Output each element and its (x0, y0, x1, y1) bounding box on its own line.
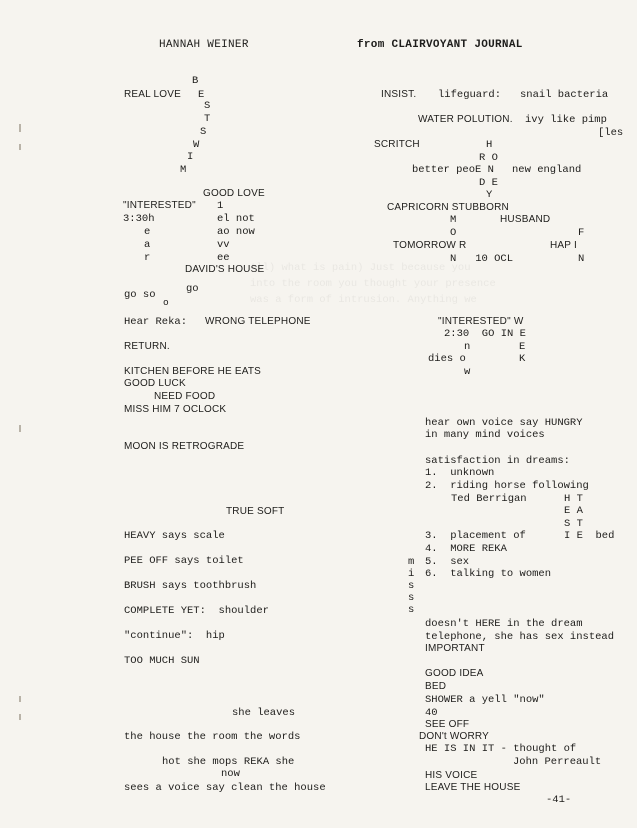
water-pollution: WATER POLUTION. (418, 114, 513, 125)
complete-line: COMPLETE YET: shoulder (124, 605, 269, 617)
fan-letter: F (578, 227, 585, 239)
need-food: NEED FOOD (154, 391, 216, 402)
margin-mark (19, 144, 21, 150)
capricorn: CAPRICORN STUBBORN (387, 202, 509, 213)
ear-letter: a (144, 239, 151, 251)
honesty-letters: R O (479, 152, 498, 164)
col-text: ee (217, 252, 230, 264)
satisfaction: satisfaction in dreams: (425, 455, 570, 467)
good-idea: GOOD IDEA (425, 668, 484, 679)
go-go: go (186, 283, 199, 295)
miss-letter: s (408, 592, 415, 604)
honesty-letter: Y (486, 189, 493, 201)
col-text: vv (217, 239, 230, 251)
go-so: go so (124, 289, 156, 301)
in-many-voices: in many mind voices (425, 429, 545, 441)
go-so-sub: o (163, 297, 169, 308)
morrow-letter: M (450, 214, 457, 226)
wrong-telephone: WRONG TELEPHONE (205, 316, 311, 327)
bestswim-letter: W (193, 139, 200, 151)
journal-page: All) what is pain) Just because you into the room you thought your presence was a form of intrusion. Anything we HANNAH WEINER from CLAIRVOYANT JOURNAL B REAL LOVE E S T S W I M GOOD LOVE "INTERESTED" 1 3:30h el not e ao now a vv r ee DAVID'S HOUSE go so o go Hear Reka: WRONG TELEPHONE RETURN. KITCHEN BEFORE HE EATS GOOD LUCK NEED FOOD MISS HIM 7 OCLOCK MOON IS RETROGRADE TRUE SOFT HEAVY says scale PEE OFF says toilet BRUSH says toothbrush COMPLETE YET: shoulder "continue": hip TOO MUCH SUN she leaves the house the room the words hot she mops REKA she now sees a voice say clean the house INSIST. lifeguard: snail bacteria WATER POLUTION. ivy like pimp [les SCRITCH H R O better peoE N new england D E Y CAPRICORN STUBBORN M HUSBAND O F TOMORROW R HAP I N 10 OCL N "INTERESTED" W 2:30 GO IN E n E dies o K w hear own voice say HUNGRY in many mind voices satisfaction in dreams: 1. unknown 2. riding horse following Ted Berrigan H T E A S T 3. placement of I E bed 4. MORE REKA 5. sex 6. talking to women m i s s s doesn't HERE in the dream telephone, she has sex instead IMPORTANT GOOD IDEA BED SHOWER a yell "now" 40 SEE OFF DON't WORRY HE IS IN IT - thought of John Perreault HIS VOICE LEAVE THE HOUSE -41- (0, 0, 637, 828)
bestswim-letter: I (187, 151, 194, 163)
doesnt-line: doesn't HERE in the dream (425, 618, 583, 630)
ear-letter: e (144, 226, 151, 238)
she-leaves: she leaves (232, 707, 296, 719)
kitchen: KITCHEN BEFORE HE EATS (124, 366, 262, 377)
journal-title: from CLAIRVOYANT JOURNAL (357, 39, 523, 51)
ie-bed: I E bed (564, 530, 615, 542)
insist: INSIST. (381, 89, 417, 100)
bestswim-letter: T (204, 113, 211, 125)
john-perreault: John Perreault (513, 756, 602, 768)
bestswim-letter: B (192, 75, 199, 87)
lifeguard: lifeguard: (438, 89, 502, 101)
time-left: 3:30h (123, 213, 155, 225)
bestswim-letter: S (204, 100, 211, 112)
heat-letters: H T (564, 493, 583, 505)
shower-line: SHOWER a yell "now" (425, 694, 545, 706)
snail-bacteria: snail bacteria (520, 89, 609, 101)
col-text: 1 (217, 200, 224, 212)
margin-mark (19, 696, 21, 702)
better-people: better peoE N (412, 164, 494, 176)
ivy-line: ivy like pimp (525, 114, 607, 126)
list-item: 2. riding horse following (425, 480, 589, 492)
list-item: 4. MORE REKA (425, 543, 507, 555)
week-letter: w (464, 366, 471, 378)
miss-letter: m (408, 556, 415, 568)
hot-she-line: hot she mops REKA she (162, 756, 295, 768)
davids-house: DAVID'S HOUSE (185, 264, 265, 275)
pee-line: PEE OFF says toilet (124, 555, 244, 567)
dies-line: dies o (428, 353, 466, 365)
now-line: now (221, 768, 240, 780)
he-is-in-line: HE IS IN IT - thought of (425, 743, 577, 755)
brush-line: BRUSH says toothbrush (124, 580, 257, 592)
morrow-letter: O (450, 227, 457, 239)
important: IMPORTANT (425, 643, 485, 654)
real-love: REAL LOVE (124, 89, 182, 100)
scritch: SCRITCH (374, 139, 420, 150)
list-item: 1. unknown (425, 467, 495, 479)
forty: 40 (425, 707, 438, 719)
heavy-line: HEAVY says scale (124, 530, 225, 542)
bestswim-letter: S (200, 126, 207, 138)
return: RETURN. (124, 341, 170, 352)
hear-own-voice: hear own voice say HUNGRY (425, 417, 583, 429)
miss-letter: s (408, 580, 415, 592)
dont-worry: DON't WORRY (419, 731, 490, 742)
honesty-letter: H (486, 139, 493, 151)
sees-line: sees a voice say clean the house (124, 782, 326, 794)
n-ten-ocl: N 10 OCL (450, 253, 514, 265)
husband: HUSBAND (500, 214, 551, 225)
his-voice: HIS VOICE (425, 770, 478, 781)
list-item: 3. placement of (425, 530, 526, 542)
col-text: el not (217, 213, 255, 225)
margin-mark (19, 425, 21, 432)
miss-letter: s (408, 604, 415, 616)
telephone-line: telephone, she has sex instead (425, 631, 615, 643)
too-much-sun: TOO MUCH SUN (124, 655, 200, 667)
margin-mark (19, 124, 21, 132)
ear-letter: r (144, 252, 151, 264)
author-name: HANNAH WEINER (159, 39, 249, 51)
new-england: new england (512, 164, 582, 176)
happy: HAP I (550, 240, 577, 251)
col-text: ao now (217, 226, 255, 238)
ted-berrigan: Ted Berrigan (451, 493, 527, 505)
list-item: 5. sex (425, 556, 470, 568)
bestswim-letter: E (198, 89, 205, 101)
good-luck: GOOD LUCK (124, 378, 186, 389)
heat-letters: S T (564, 518, 583, 530)
bed: BED (425, 681, 447, 692)
margin-mark (19, 714, 21, 720)
leave-house: LEAVE THE HOUSE (425, 782, 521, 793)
miss-letter: i (408, 568, 415, 580)
week-letter: n (464, 341, 471, 353)
hear-reka: Hear Reka: (124, 316, 188, 328)
interested-right: "INTERESTED" W (438, 316, 524, 327)
the-house-line: the house the room the words (124, 731, 301, 743)
continue-line: "continue": hip (124, 630, 225, 642)
true-soft-title: TRUE SOFT (226, 506, 285, 517)
moon: MOON IS RETROGRADE (124, 441, 245, 452)
see-off: SEE OFF (425, 719, 470, 730)
week-letter: K (519, 353, 526, 365)
interested-left: "INTERESTED" (123, 200, 196, 211)
honesty-letters: D E (479, 177, 498, 189)
tomorrow: TOMORROW R (393, 240, 467, 251)
fan-letter: N (578, 253, 585, 265)
heat-letters: E A (564, 505, 583, 517)
good-love: GOOD LOVE (203, 188, 265, 199)
go-in: 2:30 GO IN E (444, 328, 526, 340)
week-letter: E (519, 341, 526, 353)
bestswim-letter: M (180, 164, 187, 176)
page-number: -41- (546, 794, 572, 806)
miss-him: MISS HIM 7 OCLOCK (124, 404, 227, 415)
les-line: [les (598, 127, 624, 139)
list-item: 6. talking to women (425, 568, 552, 580)
